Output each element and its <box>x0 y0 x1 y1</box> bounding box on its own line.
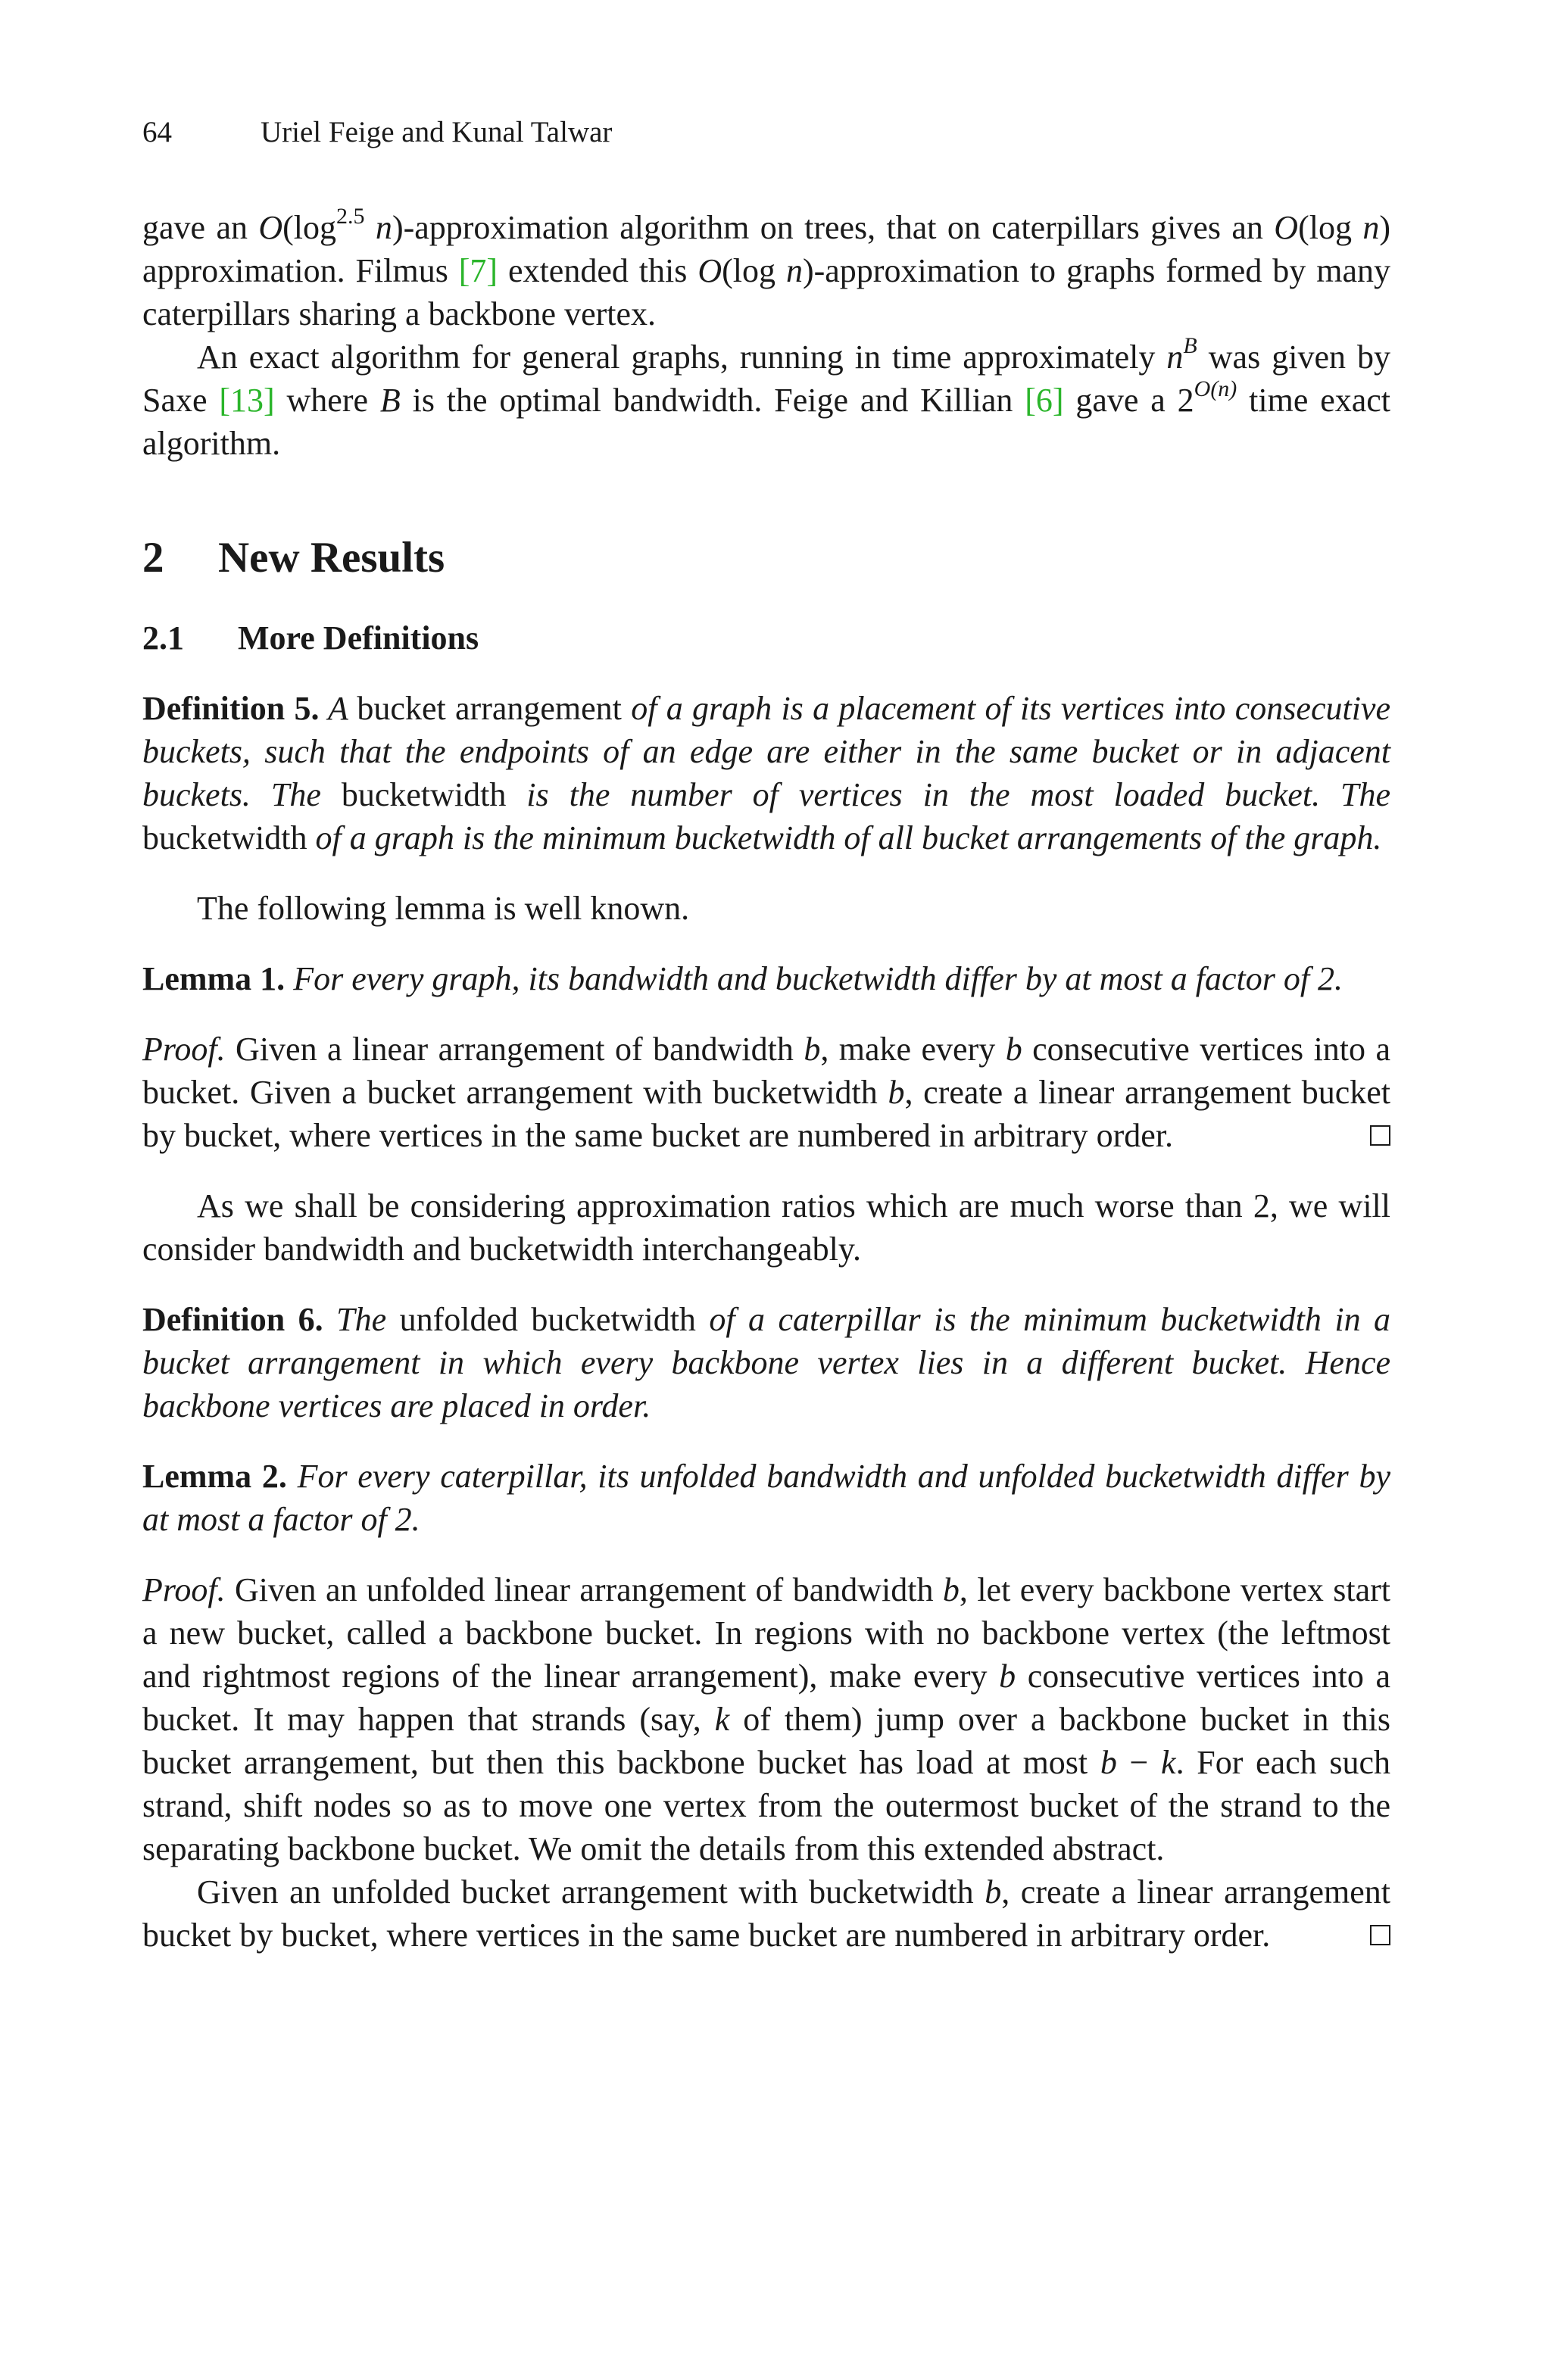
proof-lemma-2: Proof. Given an unfolded linear arrangement of bandwidth b, let every backbone vertex start a new bucket, called a backbone bucket. In regions with no backbone vertex (the leftmost and rightmost regions of the linear arrangement), make every b consecutive vertices into a bucket. It may happen that strands (say, k of them) jump over a backbone bucket in this bucket arrangement, but then this backbone bucket has load at most b − k. For each such strand, shift nodes so as to move one vertex from the outermost bucket of the strand to the separating backbone bucket. We omit the details from this extended abstract. <box>142 1571 1391 1867</box>
proof-lemma-1: Proof. Given a linear arrangement of bandwidth b, make every b consecutive vertices into a bucket. Given a bucket arrangement with bucketwidth b, create a linear arrangement bucket by bucket, where vertices in the same bucket are numbered in arbitrary order. <box>142 1031 1391 1154</box>
page-number: 64 <box>142 116 172 148</box>
section-title: New Results <box>218 534 445 582</box>
section-number: 2 <box>142 534 164 582</box>
subsection-title: More Definitions <box>238 619 479 657</box>
section-heading <box>142 532 1390 585</box>
citation-link[interactable]: [13] <box>219 382 275 419</box>
qed-square-icon <box>1370 1925 1390 1945</box>
proof-lemma-2-continued: Given an unfolded bucket arrangement with bucketwidth b, create a linear arrangement bucket by bucket, where vertices in the same bucket are numbered in arbitrary order. <box>142 1873 1390 1954</box>
proof-label: Proof. <box>142 1031 226 1068</box>
qed-square-icon <box>1370 1125 1390 1146</box>
lemma-1: Lemma 1. For every graph, its bandwidth and bucketwidth differ by at most a factor of 2. <box>142 960 1343 997</box>
paper-page <box>142 114 1390 1957</box>
lemma-label: Lemma 1. <box>142 960 286 997</box>
proof-label: Proof. <box>142 1571 226 1608</box>
definition-label: Definition 5. <box>142 690 320 727</box>
approximation-ratio-paragraph: As we shall be considering approximation ratios which are much worse than 2, we will consider bandwidth and bucketwidth interchangeably. <box>142 1187 1390 1268</box>
lemma-2: Lemma 2. For every caterpillar, its unfolded bandwidth and unfolded bucketwidth differ by at most a factor of 2. <box>142 1458 1390 1538</box>
running-head <box>142 114 1390 151</box>
intro-paragraph-2: An exact algorithm for general graphs, running in time approximately $n^B$ was given by Saxe [13] where B is the optimal bandwidth. Feige and Killian [6] gave a $2^{O(n)}$ time exact algorithm. <box>142 333 1391 462</box>
subsection-number: 2.1 <box>142 619 184 657</box>
definition-6: Definition 6. The unfolded bucketwidth of a caterpillar is the minimum bucketwidth in a bucket arrangement in which every backbone vertex lies in a different bucket. Hence backbone vertices are placed in order. <box>142 1301 1391 1424</box>
definition-label: Definition 6. <box>142 1301 323 1338</box>
subsection-heading <box>142 616 1390 660</box>
definition-5: Definition 5. A bucket arrangement of a graph is a placement of its vertices into consecutive buckets, such that the endpoints of an edge are either in the same bucket or in adjacent buckets. The bucketwidth is the number of vertices in the most loaded bucket. The bucketwidth of a graph is the minimum bucketwidth of all bucket arrangements of the graph. <box>142 690 1391 856</box>
lemma-label: Lemma 2. <box>142 1458 287 1495</box>
lemma-intro-paragraph: The following lemma is well known. <box>197 890 690 927</box>
intro-paragraph-1: gave an $O(\log^{2.5}$ n)-approximation algorithm on trees, that on caterpillars gives an O(log n) approximation. Filmus [7] extended this O(log n)-approximation to graphs formed by many caterpillars sharing a backbone vertex. <box>142 204 1390 332</box>
citation-link[interactable]: [7] <box>458 252 498 289</box>
citation-link[interactable]: [6] <box>1025 382 1064 419</box>
running-head-authors: Uriel Feige and Kunal Talwar <box>261 116 613 148</box>
